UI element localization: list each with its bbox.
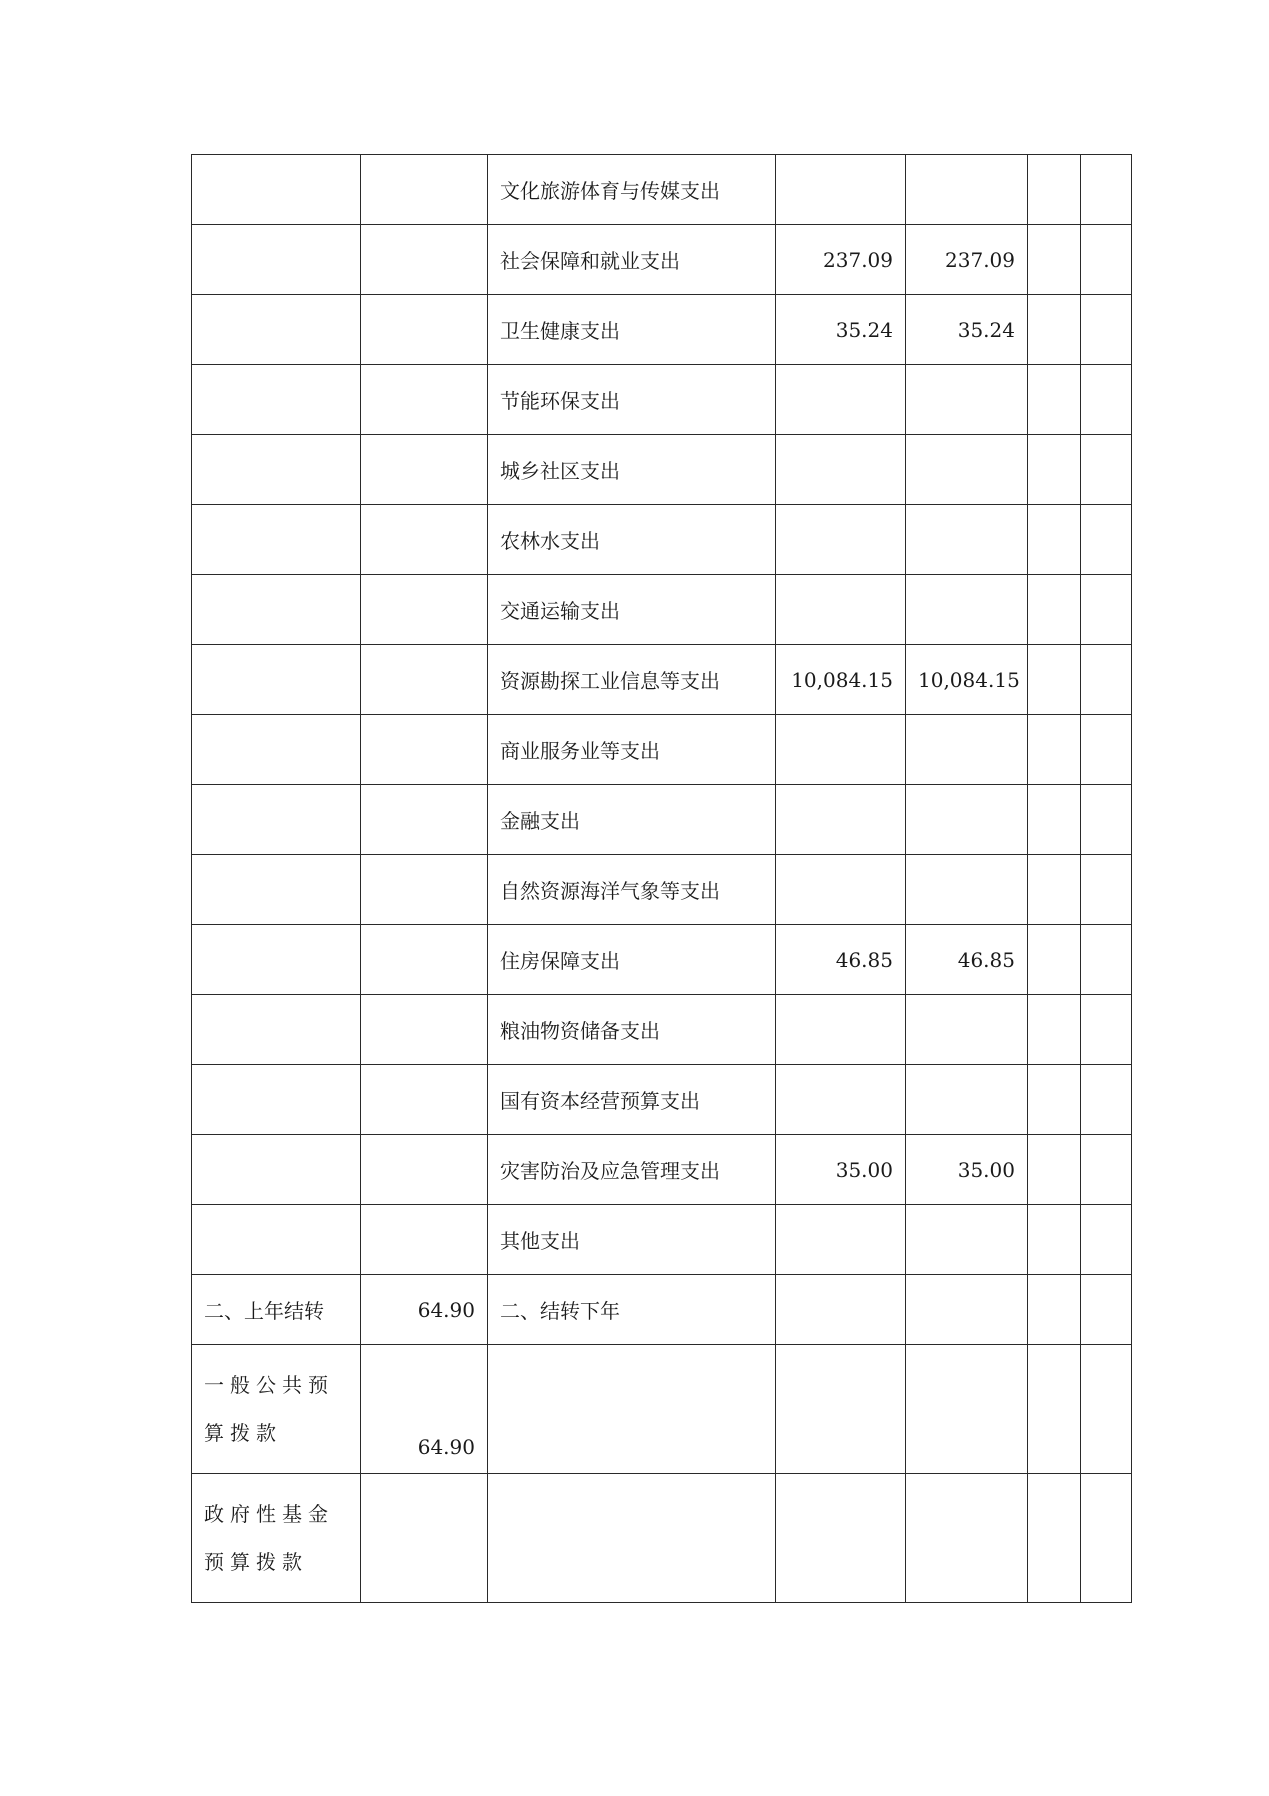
income-item-cell: 一般公共预算拨款 bbox=[192, 1345, 361, 1474]
fund-budget-cell bbox=[1028, 575, 1081, 645]
state-capital-cell bbox=[1081, 1474, 1132, 1603]
fund-budget-cell bbox=[1028, 225, 1081, 295]
income-item-cell bbox=[192, 225, 361, 295]
state-capital-cell bbox=[1081, 1135, 1132, 1205]
general-budget-cell bbox=[906, 365, 1028, 435]
expenditure-item-cell: 商业服务业等支出 bbox=[488, 715, 776, 785]
expenditure-total-cell bbox=[776, 785, 906, 855]
income-amount-cell: 64.90 bbox=[361, 1275, 488, 1345]
expenditure-item-cell bbox=[488, 1474, 776, 1603]
table-row bbox=[192, 155, 1132, 225]
expenditure-item-cell: 节能环保支出 bbox=[488, 365, 776, 435]
income-amount-cell bbox=[361, 1474, 488, 1603]
expenditure-item-cell: 文化旅游体育与传媒支出 bbox=[488, 155, 776, 225]
general-budget-cell bbox=[906, 1345, 1028, 1474]
expenditure-item-cell: 二、结转下年 bbox=[488, 1275, 776, 1345]
budget-table bbox=[191, 154, 1132, 1603]
state-capital-cell bbox=[1081, 855, 1132, 925]
income-amount-cell bbox=[361, 225, 488, 295]
table-row bbox=[192, 575, 1132, 645]
general-budget-cell: 46.85 bbox=[906, 925, 1028, 995]
expenditure-item-cell bbox=[488, 1345, 776, 1474]
table-row bbox=[192, 1205, 1132, 1275]
expenditure-total-cell bbox=[776, 1065, 906, 1135]
income-item-cell bbox=[192, 295, 361, 365]
income-item-cell bbox=[192, 715, 361, 785]
state-capital-cell bbox=[1081, 435, 1132, 505]
fund-budget-cell bbox=[1028, 1275, 1081, 1345]
income-item-cell bbox=[192, 785, 361, 855]
expenditure-item-cell: 交通运输支出 bbox=[488, 575, 776, 645]
income-item-cell bbox=[192, 435, 361, 505]
income-item-cell bbox=[192, 155, 361, 225]
table-row bbox=[192, 1065, 1132, 1135]
state-capital-cell bbox=[1081, 645, 1132, 715]
income-amount-cell bbox=[361, 295, 488, 365]
general-budget-cell bbox=[906, 575, 1028, 645]
expenditure-total-cell bbox=[776, 575, 906, 645]
general-budget-cell bbox=[906, 1065, 1028, 1135]
income-item-cell bbox=[192, 645, 361, 715]
expenditure-total-cell bbox=[776, 995, 906, 1065]
income-item-cell bbox=[192, 1065, 361, 1135]
income-item-cell bbox=[192, 925, 361, 995]
table-body bbox=[192, 155, 1132, 1603]
expenditure-item-cell: 农林水支出 bbox=[488, 505, 776, 575]
fund-budget-cell bbox=[1028, 155, 1081, 225]
fund-budget-cell bbox=[1028, 1135, 1081, 1205]
income-amount-cell bbox=[361, 575, 488, 645]
income-item-cell bbox=[192, 505, 361, 575]
fund-budget-cell bbox=[1028, 645, 1081, 715]
table-row bbox=[192, 995, 1132, 1065]
income-amount-cell bbox=[361, 1135, 488, 1205]
income-amount-cell: 64.90 bbox=[361, 1345, 488, 1474]
fund-budget-cell bbox=[1028, 1205, 1081, 1275]
income-amount-cell bbox=[361, 995, 488, 1065]
table-row bbox=[192, 645, 1132, 715]
table-row bbox=[192, 505, 1132, 575]
general-budget-cell bbox=[906, 785, 1028, 855]
expenditure-item-cell: 社会保障和就业支出 bbox=[488, 225, 776, 295]
expenditure-total-cell: 46.85 bbox=[776, 925, 906, 995]
state-capital-cell bbox=[1081, 995, 1132, 1065]
fund-budget-cell bbox=[1028, 505, 1081, 575]
fund-budget-cell bbox=[1028, 295, 1081, 365]
table-row bbox=[192, 1135, 1132, 1205]
fund-budget-cell bbox=[1028, 1345, 1081, 1474]
income-amount-cell bbox=[361, 785, 488, 855]
expenditure-total-cell bbox=[776, 505, 906, 575]
fund-budget-cell bbox=[1028, 925, 1081, 995]
fund-budget-cell bbox=[1028, 995, 1081, 1065]
expenditure-total-cell: 35.24 bbox=[776, 295, 906, 365]
general-budget-cell bbox=[906, 855, 1028, 925]
table-row bbox=[192, 435, 1132, 505]
general-budget-cell bbox=[906, 505, 1028, 575]
expenditure-total-cell bbox=[776, 365, 906, 435]
expenditure-item-cell: 城乡社区支出 bbox=[488, 435, 776, 505]
general-budget-cell bbox=[906, 1474, 1028, 1603]
general-budget-cell bbox=[906, 1275, 1028, 1345]
table-row bbox=[192, 225, 1132, 295]
fund-budget-cell bbox=[1028, 435, 1081, 505]
expenditure-total-cell bbox=[776, 1205, 906, 1275]
expenditure-total-cell: 237.09 bbox=[776, 225, 906, 295]
table-row bbox=[192, 925, 1132, 995]
fund-budget-cell bbox=[1028, 715, 1081, 785]
expenditure-item-cell: 其他支出 bbox=[488, 1205, 776, 1275]
expenditure-total-cell bbox=[776, 1345, 906, 1474]
general-budget-cell: 35.24 bbox=[906, 295, 1028, 365]
income-amount-cell bbox=[361, 715, 488, 785]
expenditure-total-cell bbox=[776, 1275, 906, 1345]
income-amount-cell bbox=[361, 365, 488, 435]
expenditure-item-cell: 金融支出 bbox=[488, 785, 776, 855]
table-row bbox=[192, 1275, 1132, 1345]
state-capital-cell bbox=[1081, 1205, 1132, 1275]
general-budget-cell: 10,084.15 bbox=[906, 645, 1028, 715]
table-row bbox=[192, 365, 1132, 435]
income-item-cell: 二、上年结转 bbox=[192, 1275, 361, 1345]
state-capital-cell bbox=[1081, 715, 1132, 785]
fund-budget-cell bbox=[1028, 785, 1081, 855]
table-row bbox=[192, 715, 1132, 785]
general-budget-cell bbox=[906, 995, 1028, 1065]
income-item-cell bbox=[192, 995, 361, 1065]
state-capital-cell bbox=[1081, 1275, 1132, 1345]
table-row bbox=[192, 1345, 1132, 1474]
expenditure-item-cell: 卫生健康支出 bbox=[488, 295, 776, 365]
table-row bbox=[192, 855, 1132, 925]
expenditure-item-cell: 国有资本经营预算支出 bbox=[488, 1065, 776, 1135]
income-amount-cell bbox=[361, 1065, 488, 1135]
table-row bbox=[192, 1474, 1132, 1603]
state-capital-cell bbox=[1081, 295, 1132, 365]
general-budget-cell bbox=[906, 715, 1028, 785]
state-capital-cell bbox=[1081, 505, 1132, 575]
income-item-cell bbox=[192, 365, 361, 435]
income-item-cell: 政府性基金预算拨款 bbox=[192, 1474, 361, 1603]
state-capital-cell bbox=[1081, 365, 1132, 435]
income-amount-cell bbox=[361, 855, 488, 925]
expenditure-total-cell bbox=[776, 435, 906, 505]
income-amount-cell bbox=[361, 1205, 488, 1275]
state-capital-cell bbox=[1081, 1345, 1132, 1474]
table-row bbox=[192, 785, 1132, 855]
general-budget-cell bbox=[906, 1205, 1028, 1275]
expenditure-item-cell: 自然资源海洋气象等支出 bbox=[488, 855, 776, 925]
expenditure-total-cell bbox=[776, 715, 906, 785]
general-budget-cell bbox=[906, 435, 1028, 505]
income-amount-cell bbox=[361, 645, 488, 715]
expenditure-item-cell: 资源勘探工业信息等支出 bbox=[488, 645, 776, 715]
fund-budget-cell bbox=[1028, 1065, 1081, 1135]
fund-budget-cell bbox=[1028, 365, 1081, 435]
income-amount-cell bbox=[361, 505, 488, 575]
expenditure-total-cell bbox=[776, 1474, 906, 1603]
state-capital-cell bbox=[1081, 1065, 1132, 1135]
state-capital-cell bbox=[1081, 785, 1132, 855]
expenditure-item-cell: 住房保障支出 bbox=[488, 925, 776, 995]
table-row bbox=[192, 295, 1132, 365]
general-budget-cell: 237.09 bbox=[906, 225, 1028, 295]
expenditure-total-cell bbox=[776, 855, 906, 925]
fund-budget-cell bbox=[1028, 1474, 1081, 1603]
expenditure-total-cell bbox=[776, 155, 906, 225]
state-capital-cell bbox=[1081, 155, 1132, 225]
income-amount-cell bbox=[361, 925, 488, 995]
expenditure-total-cell: 35.00 bbox=[776, 1135, 906, 1205]
income-item-cell bbox=[192, 1135, 361, 1205]
expenditure-item-cell: 粮油物资储备支出 bbox=[488, 995, 776, 1065]
income-amount-cell bbox=[361, 435, 488, 505]
income-amount-cell bbox=[361, 155, 488, 225]
income-item-cell bbox=[192, 855, 361, 925]
income-item-cell bbox=[192, 1205, 361, 1275]
expenditure-item-cell: 灾害防治及应急管理支出 bbox=[488, 1135, 776, 1205]
expenditure-total-cell: 10,084.15 bbox=[776, 645, 906, 715]
income-item-cell bbox=[192, 575, 361, 645]
general-budget-cell bbox=[906, 155, 1028, 225]
state-capital-cell bbox=[1081, 925, 1132, 995]
state-capital-cell bbox=[1081, 575, 1132, 645]
general-budget-cell: 35.00 bbox=[906, 1135, 1028, 1205]
state-capital-cell bbox=[1081, 225, 1132, 295]
fund-budget-cell bbox=[1028, 855, 1081, 925]
